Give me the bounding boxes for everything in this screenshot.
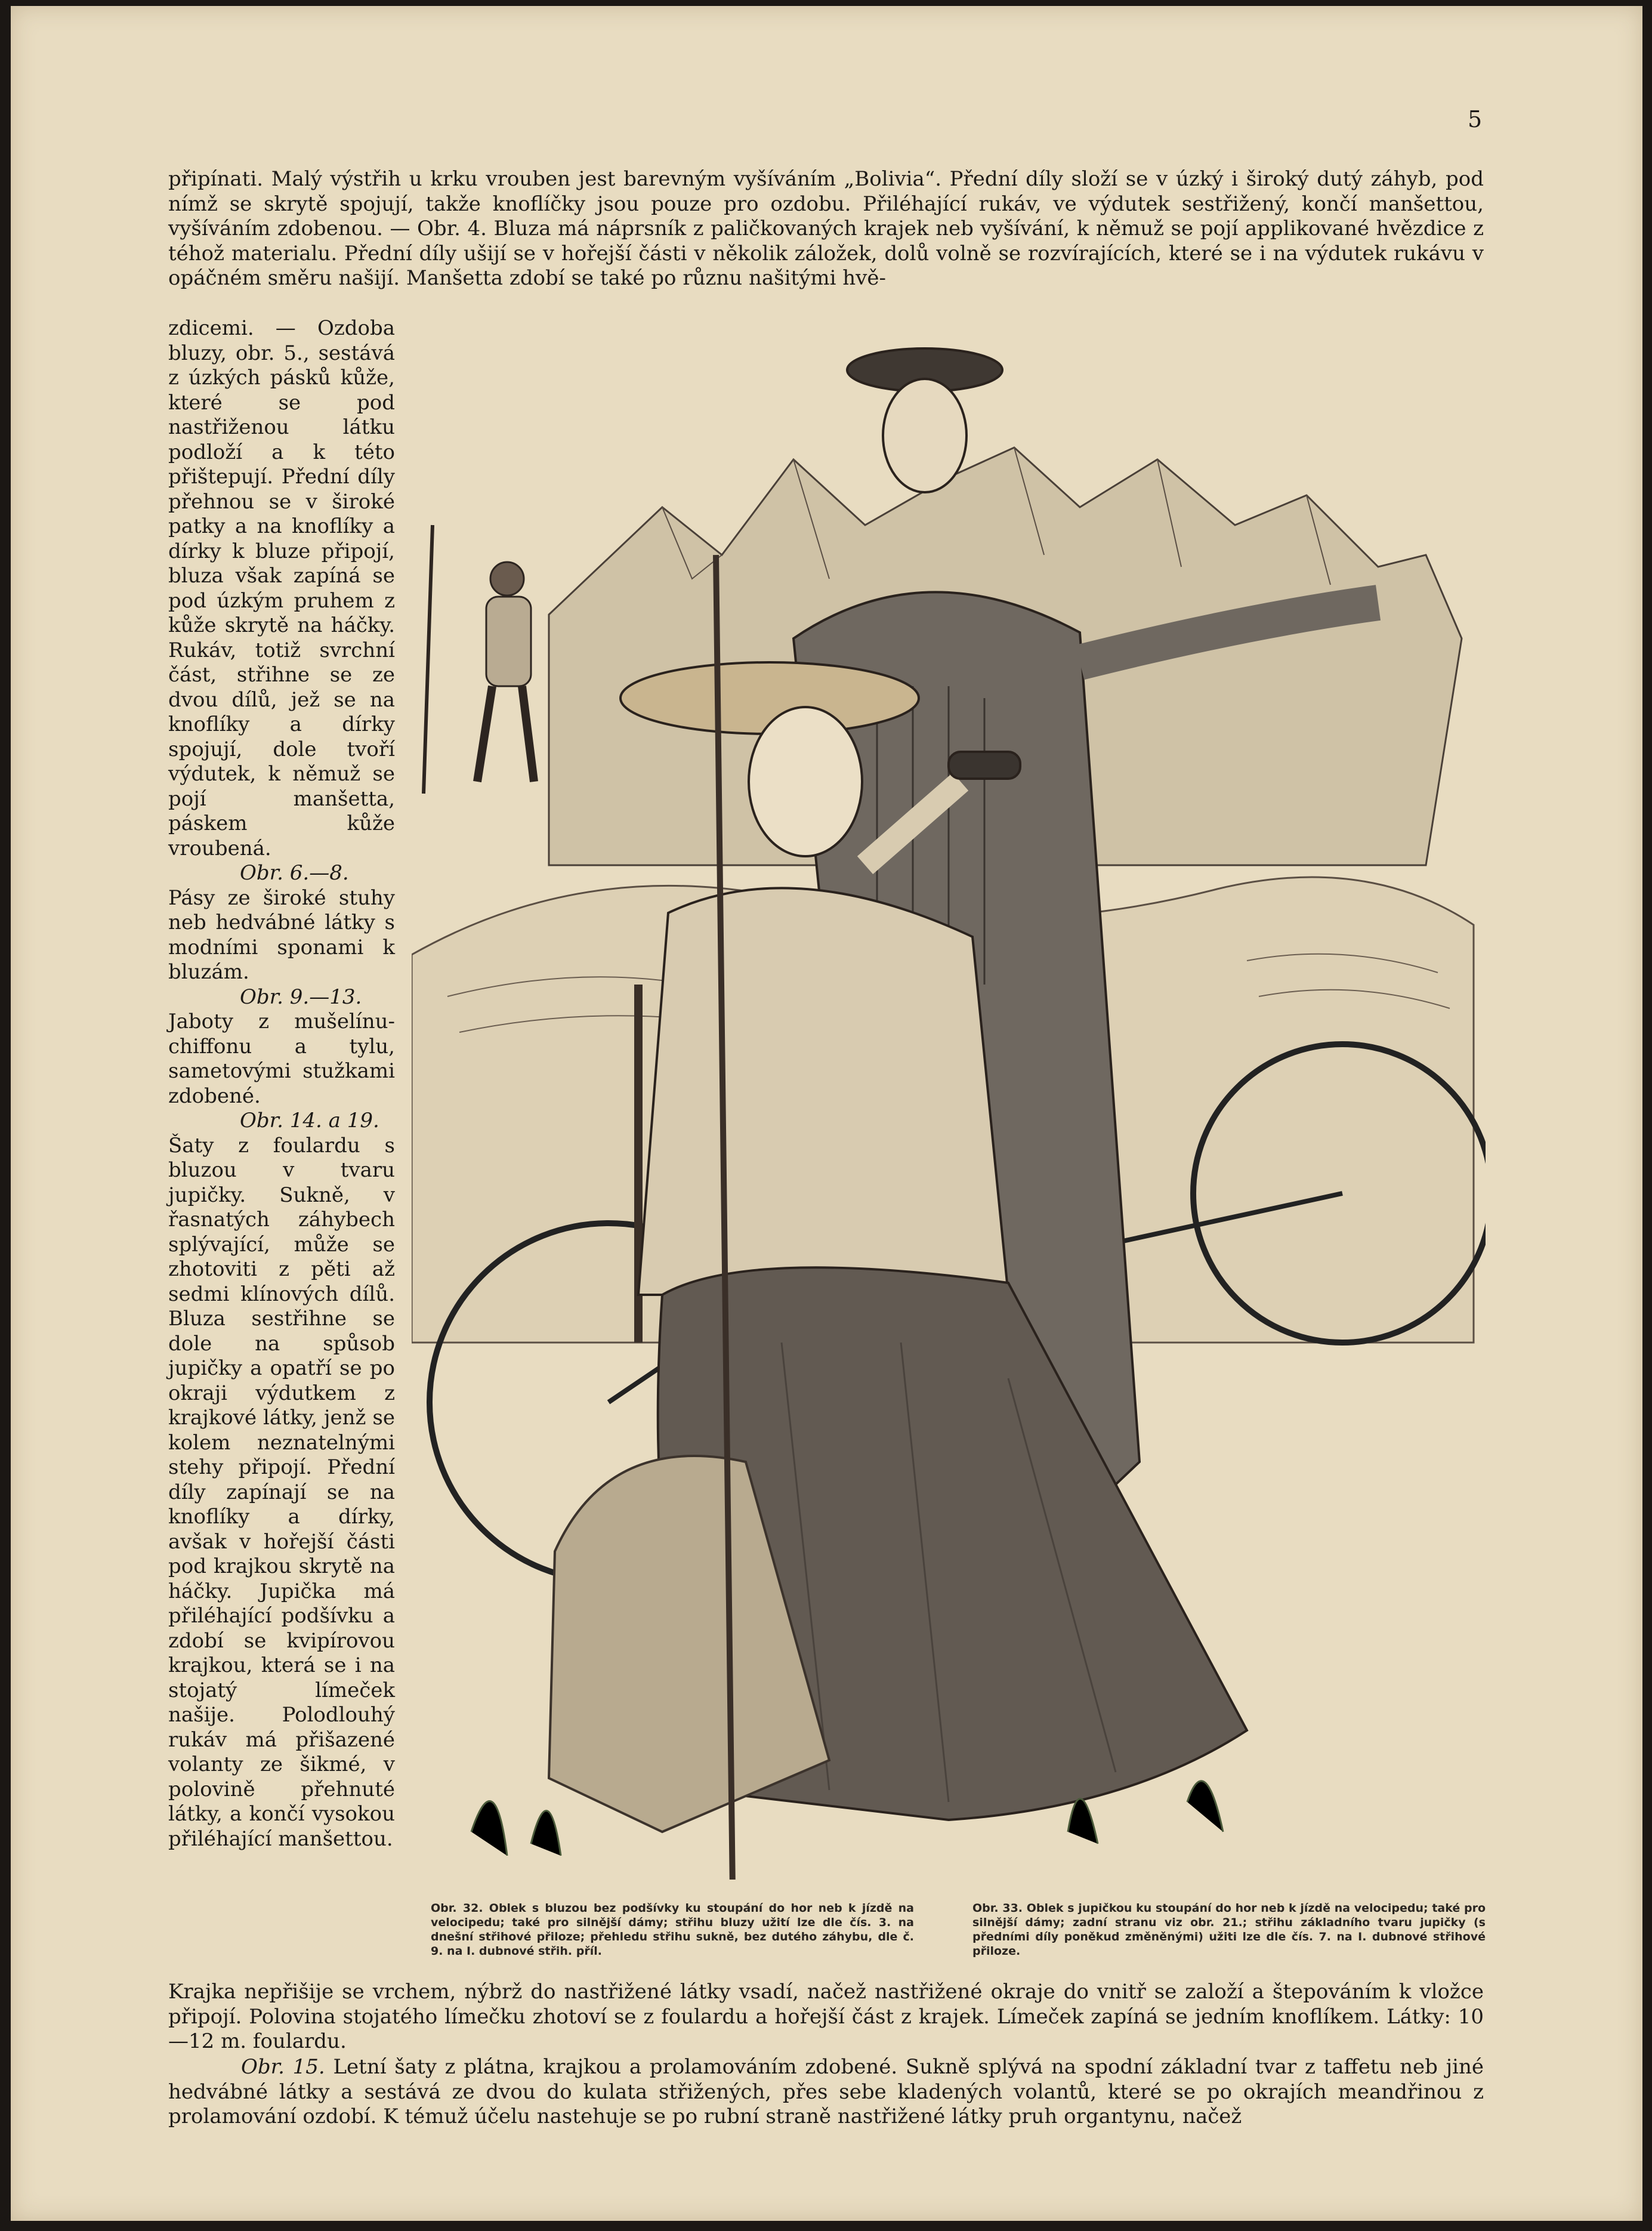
page <box>11 6 1642 2221</box>
sidebar-paragraph: zdicemi. — Ozdoba bluzy, obr. 5., sestává z úzkých pásků kůže, které se pod nastřiženou látku podloží a k této přištepují. Přední díly přehnou se v široké patky a na knoflíky a dírky k bluze připojí, bluza však zapíná se pod úzkým pruhem z kůže skrytě na háčky. Rukáv, totiž svrchní část, střihne se ze dvou dílů, jež se na knoflíky a dírky spojují, dole tvoří výdutek, k němuž se pojí manšetta, páskem kůže vroubená. <box>168 316 395 860</box>
body-paragraph <box>168 2055 1484 2130</box>
top-paragraph: připínati. Malý výstřih u krku vrouben jest barevným vyšíváním „Bolivia“. Přední díly složí se v úzký i široký dutý záhyb, pod nímž se skrytě spojují, takže knoflíčky jsou pouze pro ozdobu. Přiléhající rukáv, ve výdutek sestřižený, končí manšettou, vyšíváním zdobenou. — Obr. 4. Bluza má náprsník z paličkovaných krajek neb vyšívání, k němuž se pojí applikované hvězdice z téhož materialu. Přední díly ušijí se v hořejší části v několik záložek, dolů volně se rozvírajících, které se i na výdutek rukávu v opáčném směru našijí. Manšetta zdobí se také po různu našitými hvě- <box>168 167 1484 290</box>
sidebar-paragraph: Jaboty z mušelínu-chiffonu a tylu, sametovými stužkami zdobené. <box>168 1010 395 1108</box>
body-text: Letní šaty z plátna, krajkou a prolamováním zdobené. Sukně splývá na spodní základní tvar z taffetu neb jiné hedvábné látky a sestává ze dvou do kulata střižených, přes sebe kladených volantů, které se po okrajích meandřinou z prolamování ozdobí. K témuž účelu nastehuje se po rubní straně nastřižené látky pruh organtynu, načež <box>168 2055 1484 2128</box>
sidebar-paragraph: Šaty z foulardu s bluzou v tvaru jupičky. Sukně, v řasnatých záhybech splývající, může se zhotoviti z pěti až sedmi klínových dílů. Bluza sestřihne se dole na spůsob jupičky a opatří se po okraji výdutkem z krajkové látky, jenž se kolem neznatelnými stehy připojí. Přední díly zapínají se na knoflíky a dírky, avšak v hořejší části pod krajkou skrytě na háčky. Jupička má přiléhající podšívku a zdobí se kvipírovou krajkou, která se i na stojatý límeček našije. Polodlouhý rukáv má přišazené volanty ze šikmé, v polovině přehnuté látky, a končí vysokou přiléhající manšettou. <box>168 1133 395 1851</box>
figure-reference: Obr. 15. <box>241 2055 325 2079</box>
sidebar-paragraph: Pásy ze široké stuhy neb hedvábné látky s modními sponami k bluzám. <box>168 885 395 984</box>
figure-reference: Obr. 14. a 19. <box>240 1109 379 1133</box>
figure-caption: Obr. 32. Oblek s bluzou bez podšívky ku stoupání do hor neb k jízdě na velocipedu; také pro silnější dámy; střihu bluzy užití lze dle čís. 3. na dnešní střihové přiloze; přehledu střihu sukně, bez dutého záhybu, dle č. 9. na I. dubnové střih. příl. <box>431 1902 914 1958</box>
figure-caption: Obr. 33. Oblek s jupičkou ku stoupání do hor neb k jízdě na velocipedu; také pro silnější dámy; zadní stranu viz obr. 21.; střihu základního tvaru jupičky (s předními díly poněkud změněnými) užiti lze dle čís. 7. na I. dubnové střihové přiloze. <box>972 1902 1486 1958</box>
hiker-figure <box>424 525 534 794</box>
figure-reference: Obr. 6.—8. <box>240 861 349 885</box>
page-number: 5 <box>1468 106 1483 132</box>
fashion-illustration <box>412 328 1486 1880</box>
body-paragraph <box>168 1980 1484 2054</box>
body-text: Krajka nepřišije se vrchem, nýbrž do nastřižené látky vsadí, načež nastřižené okraje do vnitř se založí a štepováním k vložce připojí. Polovina stojatého límečku zhotoví se z foulardu a hořejší část z krajek. Límeček zapíná se jedním knoflíkem. Látky: 10—12 m. foulardu. <box>168 1980 1484 2053</box>
sidebar-column <box>168 316 395 1852</box>
figure-reference: Obr. 9.—13. <box>240 985 362 1009</box>
